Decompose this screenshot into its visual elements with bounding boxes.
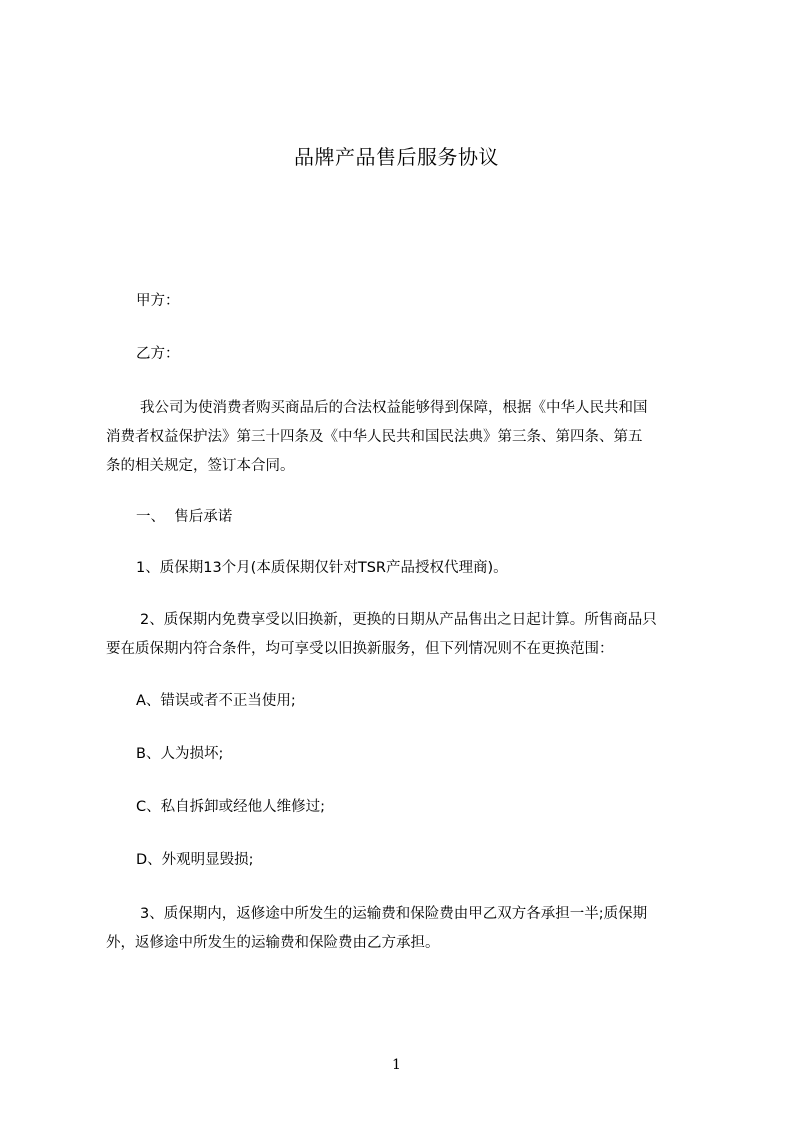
party-b-label: 乙方： [136, 346, 180, 362]
clause-2-line: 要在质保期内符合条件，均可享受以旧换新服务，但下列情况则不在更换范围： [106, 641, 614, 657]
clause-2-line: 2、质保期内免费享受以旧换新，更换的日期从产品售出之日起计算。所售商品只 [140, 612, 657, 628]
clause-1: 1、质保期13个月(本质保期仅针对TSR产品授权代理商)。 [136, 560, 508, 576]
exclusion-item-a: A、错误或者不正当使用; [136, 693, 296, 709]
exclusion-item-c: C、私自拆卸或经他人维修过; [136, 799, 326, 815]
section-heading: 一、 售后承诺 [136, 509, 233, 525]
clause-3-line: 3、质保期内，返修途中所发生的运输费和保险费由甲乙双方各承担一半;质保期 [140, 906, 648, 922]
intro-line: 消费者权益保护法》第三十四条及《中华人民共和国民法典》第三条、第四条、第五 [106, 429, 643, 445]
exclusion-item-b: B、人为损坏; [136, 746, 224, 762]
clause-3-line: 外，返修途中所发生的运输费和保险费由乙方承担。 [106, 935, 440, 951]
exclusion-item-d: D、外观明显毁损; [136, 852, 254, 868]
intro-line: 我公司为使消费者购买商品后的合法权益能够得到保障，根据《中华人民共和国 [140, 400, 648, 416]
party-a-label: 甲方： [136, 293, 180, 309]
intro-line: 条的相关规定，签订本合同。 [106, 458, 295, 474]
page-number: 1 [392, 1057, 401, 1073]
document-title: 品牌产品售后服务协议 [294, 145, 499, 169]
